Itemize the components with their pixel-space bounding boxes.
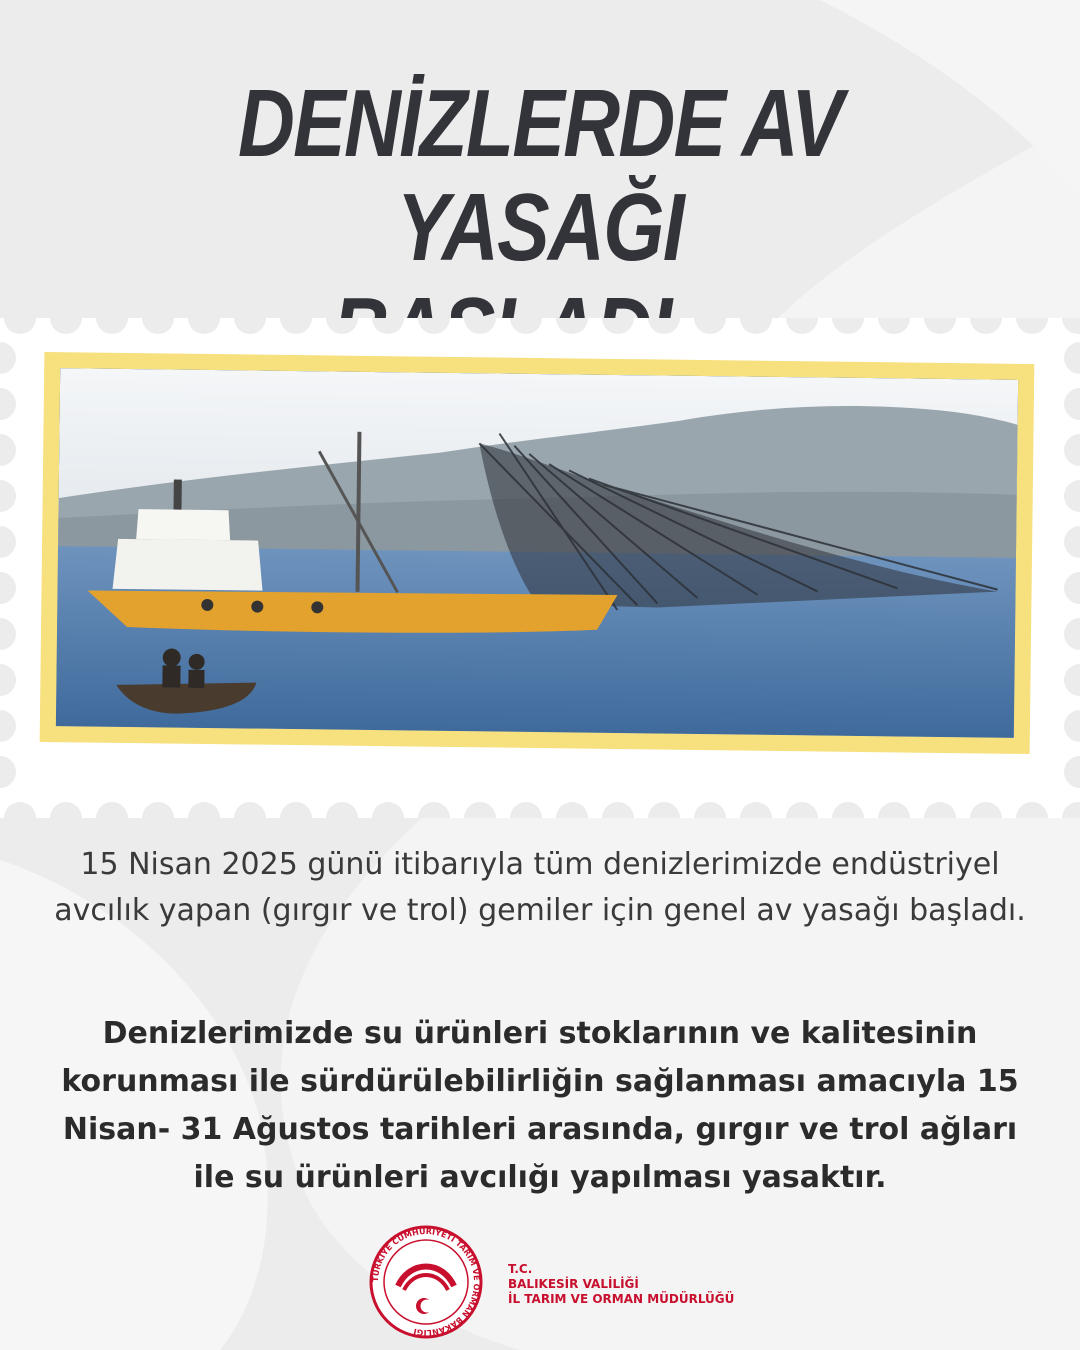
org-country: T.C. — [508, 1262, 533, 1276]
org-governorship: BALIKESİR VALİLİĞİ — [508, 1277, 639, 1291]
fishing-boat-photo — [56, 368, 1018, 738]
title-line-1: DENİZLERDE AV YASAĞI — [237, 70, 843, 281]
ministry-logo-icon — [368, 1224, 484, 1340]
ban-paragraph: Denizlerimizde su ürünleri stoklarının ve kalitesinin korunması ile sürdürülebilirliğin sağlanması amacıyla 15 Nisan- 31 Ağustos tarihleri arasında, gırgır ve trol ağları ile su ürünleri avcılığı yapılması yasaktır. — [61, 1016, 1019, 1195]
organization-name — [508, 1262, 734, 1307]
intro-paragraph: 15 Nisan 2025 günü itibarıyla tüm denizlerimizde endüstriyel avcılık yapan (gırgır ve trol) gemiler için genel av yasağı başladı. — [54, 847, 1026, 928]
logo-ring-text: TÜRKİYE CUMHURİYETİ TARIM VE ORMAN BAKANLIĞI — [370, 1226, 482, 1338]
org-directorate: İL TARIM VE ORMAN MÜDÜRLÜĞÜ — [508, 1292, 735, 1306]
photo-frame — [40, 352, 1035, 754]
